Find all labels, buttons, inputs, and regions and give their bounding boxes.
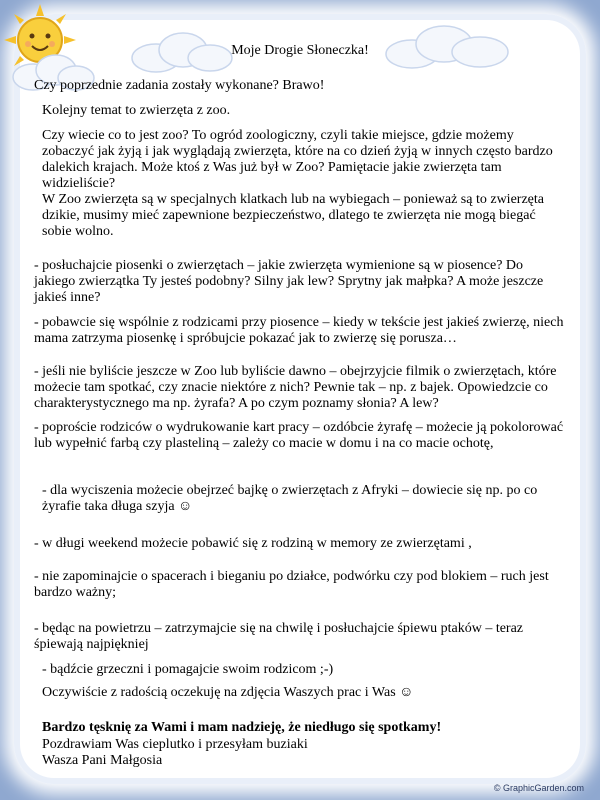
list-item: - nie zapominajcie o spacerach i bieganiu po działce, podwórku czy pod blokiem – ruch jest bardzo ważny; [34,569,549,600]
letter-heading: Moje Drogie Słoneczka! [231,43,369,58]
paragraph: Czy poprzednie zadania zostały wykonane? Brawo! [34,78,325,93]
list-item: - bądźcie grzeczni i pomagajcie swoim rodzicom ;-) [42,662,334,677]
watermark: © GraphicGarden.com [493,783,584,793]
paragraph: Czy wiecie co to jest zoo? To ogród zoologiczny, czyli takie miejsce, gdzie możemy zobaczyć jak żyją i jak wyglądają zwierzęta, które na co dzień żyją w innych często bardzo dalekich krajach. Może ktoś z Was już był w Zoo? Pamiętacie jakie zwierzęta tam widzieliście? [42,128,553,191]
list-item: - poproście rodziców o wydrukowanie kart pracy – ozdóbcie żyrafę – możecie ją pokolorować lub wypełnić farbą czy plasteliną – zależy co macie w domu i na co macie ochotę, [34,420,564,451]
paragraph: Kolejny temat to zwierzęta z zoo. [42,103,231,118]
list-item: - w długi weekend możecie pobawić się z rodziną w memory ze zwierzętami , [34,536,472,551]
closing-line: Pozdrawiam Was cieplutko i przesyłam buziaki [42,737,308,752]
paragraph: W Zoo zwierzęta są w specjalnych klatkach lub na wybiegach – ponieważ są to zwierzęta dzikie, musimy mieć zapewnione bezpieczeństwo, dlatego te zwierzęta nie mogą biegać sobie wolno. [42,192,544,239]
list-item: - dla wyciszenia możecie obejrzeć bajkę o zwierzętach z Afryki – dowiecie się np. po co żyrafie taka długa szyja ☺ [42,483,538,514]
list-item: - będąc na powietrzu – zatrzymajcie się na chwilę i posłuchajcie śpiewu ptaków – teraz śpiewają najpiękniej [34,621,524,652]
signature: Wasza Pani Małgosia [42,753,163,768]
list-item: - jeśli nie byliście jeszcze w Zoo lub byliście dawno – obejrzyjcie filmik o zwierzętach, które możecie tam spotkać, czy znacie niektóre z nich? Pewnie tak – np. z bajek. Opowiedzcie co charakterystycznego ma np. żyrafa? A po czym poznamy słonia? A lew? [34,364,557,411]
list-item: - pobawcie się wspólnie z rodzicami przy piosence – kiedy w tekście jest jakieś zwierzę, niech mama zatrzyma piosenkę i spróbujcie pokazać jak to zwierzę się porusza… [34,315,564,346]
list-item: - posłuchajcie piosenki o zwierzętach – jakie zwierzęta wymienione są w piosence? Do jakiego zwierzątka Ty jesteś podobny? Silny jak lew? Sprytny jak małpka? A może jeszcze jakieś inne? [34,258,544,305]
closing-bold: Bardzo tęsknię za Wami i mam nadzieję, że niedługo się spotkamy! [42,720,442,735]
paragraph: Oczywiście z radością oczekuję na zdjęcia Waszych prac i Was ☺ [42,685,414,700]
